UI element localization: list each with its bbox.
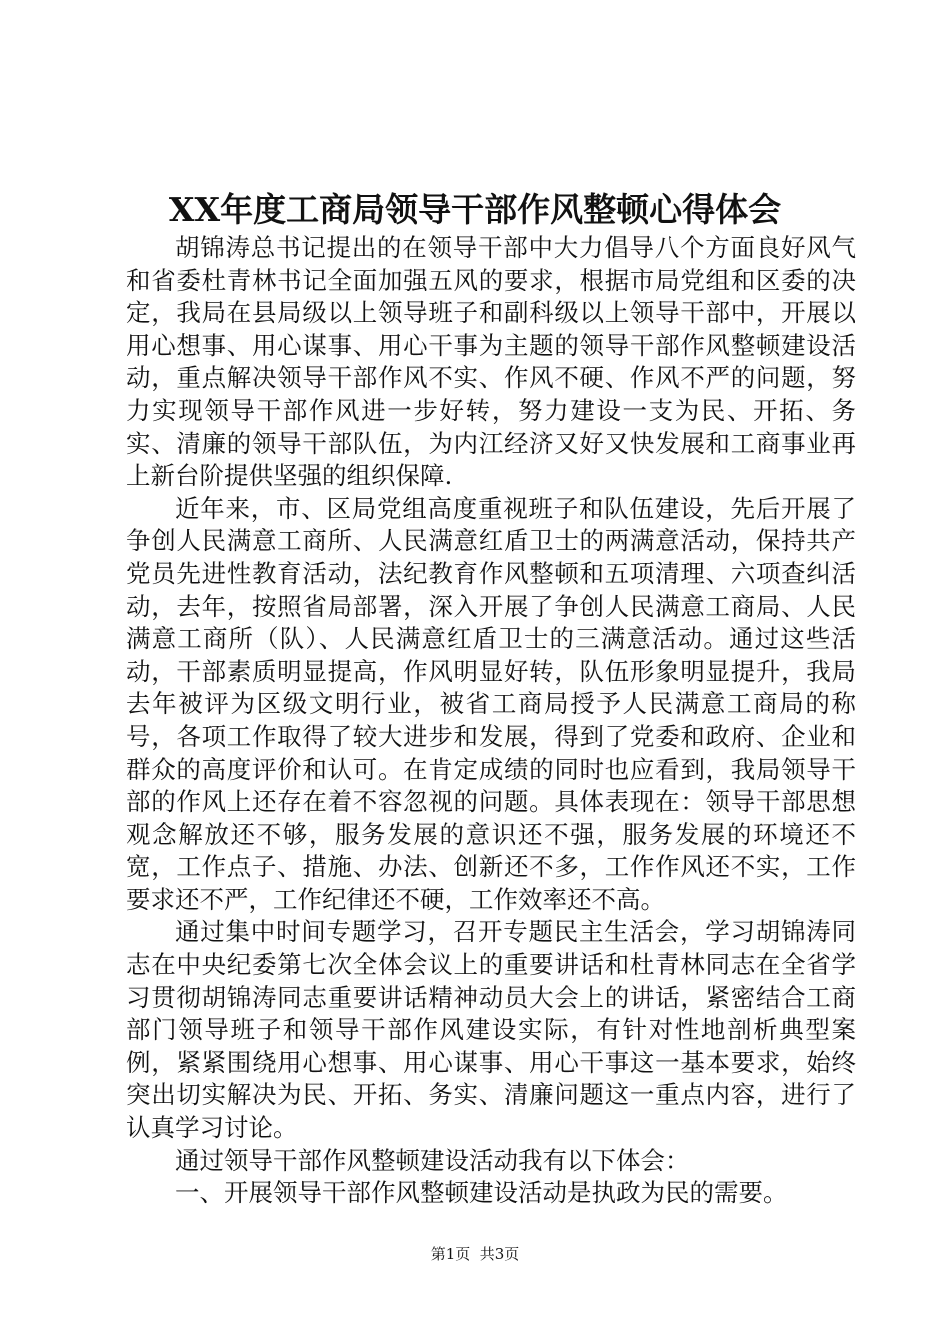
paragraph-5: 一、开展领导干部作风整顿建设活动是执政为民的需要。 (175, 1178, 788, 1208)
paragraph-3: 通过集中时间专题学习，召开专题民主生活会，学习胡锦涛同志在中央纪委第七次全体会议上的重要讲话和杜青林同志在全省学习贯彻胡锦涛同志重要讲话精神动员大会上的讲话，紧密结合工商部门领导班子和领导干部作风建设实际，有针对性地剖析典型案例，紧紧围绕用心想事、用心谋事、用心干事这一基本要求，始终突出切实解决为民、开拓、务实、清廉问题这一重点内容，进行了认真学习讨论。 (126, 917, 856, 1143)
page-footer (0, 1244, 950, 1264)
document-body (126, 232, 856, 1210)
document-title: XX年度工商局领导干部作风整顿心得体会 (168, 190, 782, 229)
paragraph-1: 胡锦涛总书记提出的在领导干部中大力倡导八个方面良好风气和省委杜青林书记全面加强五风的要求，根据市局党组和区委的决定，我局在县局级以上领导班子和副科级以上领导干部中，开展以用心想事、用心谋事、用心干事为主题的领导干部作风整顿建设活动，重点解决领导干部作风不实、作风不硬、作风不严的问题，努力实现领导干部作风进一步好转，努力建设一支为民、开拓、务实、清廉的领导干部队伍，为内江经济又好又快发展和工商事业再上新台阶提供坚强的组织保障. (126, 233, 856, 491)
page-number-label: 第1页 共3页 (430, 1245, 520, 1263)
paragraph-2: 近年来，市、区局党组高度重视班子和队伍建设，先后开展了争创人民满意工商所、人民满意红盾卫士的两满意活动，保持共产党员先进性教育活动，法纪教育作风整顿和五项清理、六项查纠活动，去年，按照省局部署，深入开展了争创人民满意工商局、人民满意工商所（队）、人民满意红盾卫士的三满意活动。通过这些活动，干部素质明显提高，作风明显好转，队伍形象明显提升，我局去年被评为区级文明行业，被省工商局授予人民满意工商局的称号，各项工作取得了较大进步和发展，得到了党委和政府、企业和群众的高度评价和认可。在肯定成绩的同时也应看到，我局领导干部的作风上还存在着不容忽视的问题。具体表现在：领导干部思想观念解放还不够，服务发展的意识还不强，服务发展的环境还不宽，工作点子、措施、办法、创新还不多，工作作风还不实，工作要求还不严，工作纪律还不硬，工作效率还不高。 (126, 493, 856, 914)
paragraph-4: 通过领导干部作风整顿建设活动我有以下体会： (175, 1145, 690, 1175)
